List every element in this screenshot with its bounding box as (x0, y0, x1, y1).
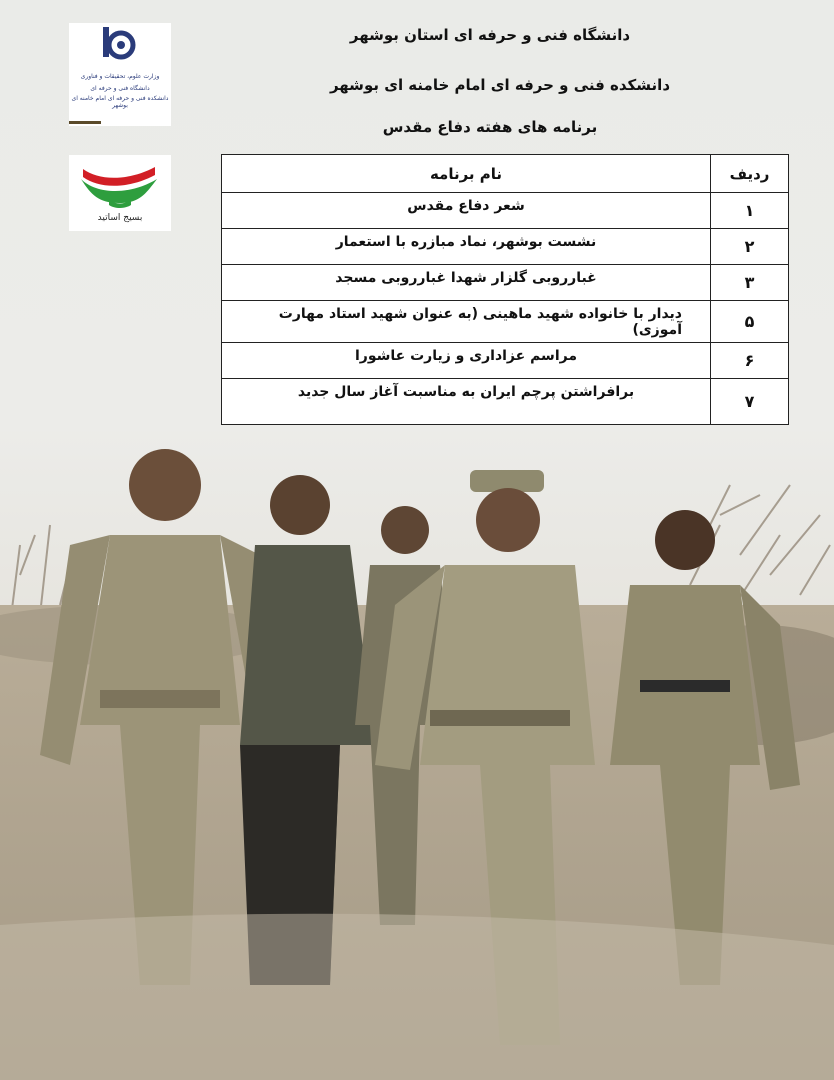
table-row (222, 379, 789, 425)
program-name: نشست بوشهر، نماد مبازره با استعمار (222, 229, 711, 265)
ministry-logo-line-3: دانشکده فنی و حرفه ای امام خامنه ای بوشهر (71, 95, 169, 109)
program-name: دیدار با خانواده شهید ماهینی (به عنوان شهید استاد مهارت آموزی) (222, 301, 711, 343)
program-name: غبارروبی گلزار شهدا غبارروبی مسجد (222, 265, 711, 301)
event-title: برنامه های هفته دفاع مقدس (382, 118, 598, 136)
program-name: مراسم عزاداری و زیارت عاشورا (222, 343, 711, 379)
ministry-logo-line-2: دانشگاه فنی و حرفه ای (90, 85, 150, 92)
row-number: ۵ (711, 301, 789, 343)
row-number: ۳ (711, 265, 789, 301)
row-number: ۶ (711, 343, 789, 379)
faculty-title: دانشکده فنی و حرفه ای امام خامنه ای بوشهر (329, 76, 671, 94)
table-row (222, 343, 789, 379)
table-row (222, 229, 789, 265)
table-header-row (222, 155, 789, 193)
table-row (222, 265, 789, 301)
ministry-logo-line-1: وزارت علوم، تحقیقات و فناوری (80, 73, 160, 80)
basij-logo (69, 155, 171, 231)
ministry-logo (69, 23, 171, 126)
ministry-logo-bar (69, 121, 101, 124)
university-title: دانشگاه فنی و حرفه ای استان بوشهر (349, 26, 631, 44)
table-row (222, 301, 789, 343)
soldiers-photo (0, 425, 834, 1080)
row-number: ۷ (711, 379, 789, 425)
row-number: ۱ (711, 193, 789, 229)
program-name: شعر دفاع مقدس (222, 193, 711, 229)
program-name: برافراشتن پرچم ایران به مناسبت آغاز سال جدید (222, 379, 711, 425)
header-row-number: ردیف (711, 155, 789, 193)
row-number: ۲ (711, 229, 789, 265)
header-program-name: نام برنامه (222, 155, 711, 193)
program-table (221, 154, 789, 425)
table-row (222, 193, 789, 229)
basij-logo-text: بسیج اساتید (97, 213, 143, 223)
